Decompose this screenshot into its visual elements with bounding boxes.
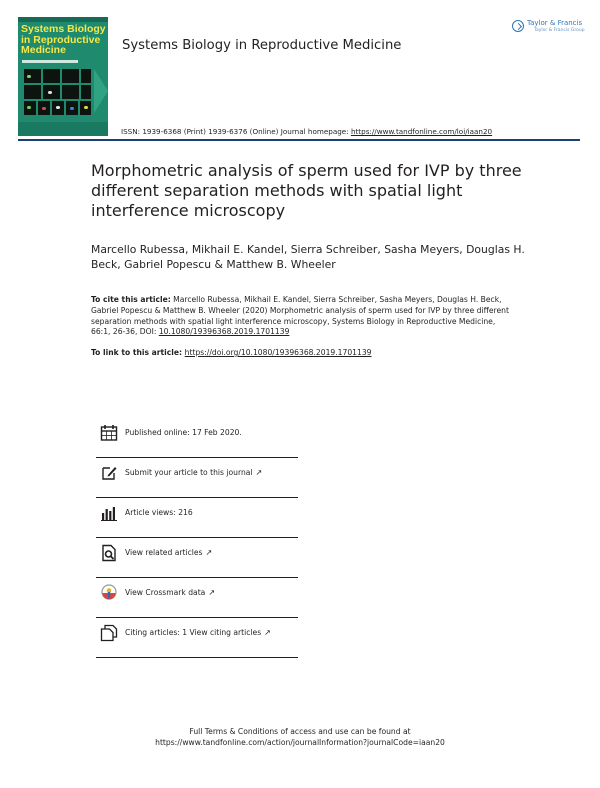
cover-micrograph (62, 69, 79, 83)
article-title: Morphometric analysis of sperm used for IVP by three different separation methods with spatial light interference microscopy (91, 161, 522, 220)
citation-block (91, 295, 511, 338)
publisher-logo-icon (512, 20, 524, 32)
citing-articles-row[interactable] (96, 618, 298, 658)
cover-top-bar (18, 17, 108, 22)
published-online-row (96, 418, 298, 458)
calendar-icon (100, 424, 118, 442)
cover-cell-dot (42, 107, 46, 110)
cover-micrograph (62, 85, 79, 99)
journal-title: Systems Biology in Reproductive Medicine (122, 38, 402, 53)
publisher-tagline: Taylor & Francis Group (534, 28, 585, 33)
cover-micrograph (81, 85, 91, 99)
cover-micrograph (81, 69, 91, 83)
citation-text: Marcello Rubessa, Mikhail E. Kandel, Sierra Schreiber, Sasha Meyers, Douglas H. Beck, Gabriel Popescu & Matthew B. Wheeler (2020) Morphometric analysis of sperm used for IVP by three different separation methods with spatial light interference microscopy, Systems Biology in Reproductive Medicine, 66:1, 26-36, DOI: (91, 295, 509, 337)
citing-articles-icon (100, 624, 118, 642)
article-views-row (96, 498, 298, 538)
article-views-text: Article views: 216 (125, 508, 193, 517)
issn-text: ISSN: 1939-6368 (Print) 1939-6376 (Online) Journal homepage: (121, 127, 351, 136)
cover-cell-dot (70, 107, 74, 110)
crossmark-row[interactable] (96, 578, 298, 618)
header-divider (18, 139, 580, 141)
submit-article-text: Submit your article to this journal (125, 468, 253, 477)
cover-cell-dot (27, 106, 31, 109)
submit-article-row[interactable] (96, 458, 298, 498)
cover-title: Systems Biology in Reproductive Medicine (21, 23, 106, 56)
published-online-text: Published online: 17 Feb 2020. (125, 428, 242, 437)
doi-link[interactable]: https://doi.org/10.1080/19396368.2019.1701139 (184, 348, 372, 357)
citation-doi-link[interactable]: 10.1080/19396368.2019.1701139 (158, 327, 290, 337)
related-articles-link[interactable] (125, 548, 212, 557)
cover-cell-dot (56, 106, 60, 109)
cover-chevron-graphic (94, 69, 108, 113)
journal-homepage-link[interactable]: https://www.tandfonline.com/loi/iaan20 (350, 127, 493, 136)
bar-chart-icon (100, 504, 118, 522)
crossmark-text: View Crossmark data (125, 588, 206, 597)
publisher-logo[interactable] (512, 18, 584, 38)
external-link-icon: ↗ (208, 588, 216, 597)
citing-articles-text: Citing articles: 1 View citing articles (125, 628, 262, 637)
footer-terms (0, 726, 600, 748)
cover-subtitle-bar (22, 60, 78, 63)
footer-terms-text: Full Terms & Conditions of access and use can be found at (189, 727, 411, 736)
link-to-article (91, 348, 371, 357)
article-authors: Marcello Rubessa, Mikhail E. Kandel, Sierra Schreiber, Sasha Meyers, Douglas H. Beck, Gabriel Popescu & Matthew B. Wheeler (91, 243, 525, 271)
footer-terms-link[interactable]: https://www.tandfonline.com/action/journalInformation?journalCode=iaan20 (155, 738, 445, 747)
publisher-name: Taylor & Francis (527, 19, 583, 27)
crossmark-link[interactable] (125, 588, 215, 597)
cover-micrograph (24, 85, 41, 99)
cover-bottom-band (18, 122, 108, 136)
cover-cell-dot (48, 91, 52, 94)
external-link-icon: ↗ (264, 628, 271, 637)
info-divider (96, 657, 298, 658)
journal-cover-image (18, 17, 108, 136)
external-link-icon: ↗ (205, 548, 213, 557)
citation-label: To cite this article: (91, 295, 171, 304)
cover-cell-dot (27, 75, 31, 78)
crossmark-icon (100, 584, 118, 602)
related-articles-row[interactable] (96, 538, 298, 578)
external-link-icon: ↗ (255, 468, 263, 477)
related-articles-text: View related articles (125, 548, 203, 557)
citing-articles-link[interactable] (125, 628, 271, 637)
edit-icon (100, 464, 118, 482)
cover-cell-dot (84, 106, 88, 109)
submit-article-link[interactable] (125, 468, 262, 477)
related-articles-icon (100, 544, 118, 562)
link-to-article-label: To link to this article: (91, 348, 185, 357)
cover-micrograph (43, 69, 60, 83)
issn-line (121, 127, 492, 136)
